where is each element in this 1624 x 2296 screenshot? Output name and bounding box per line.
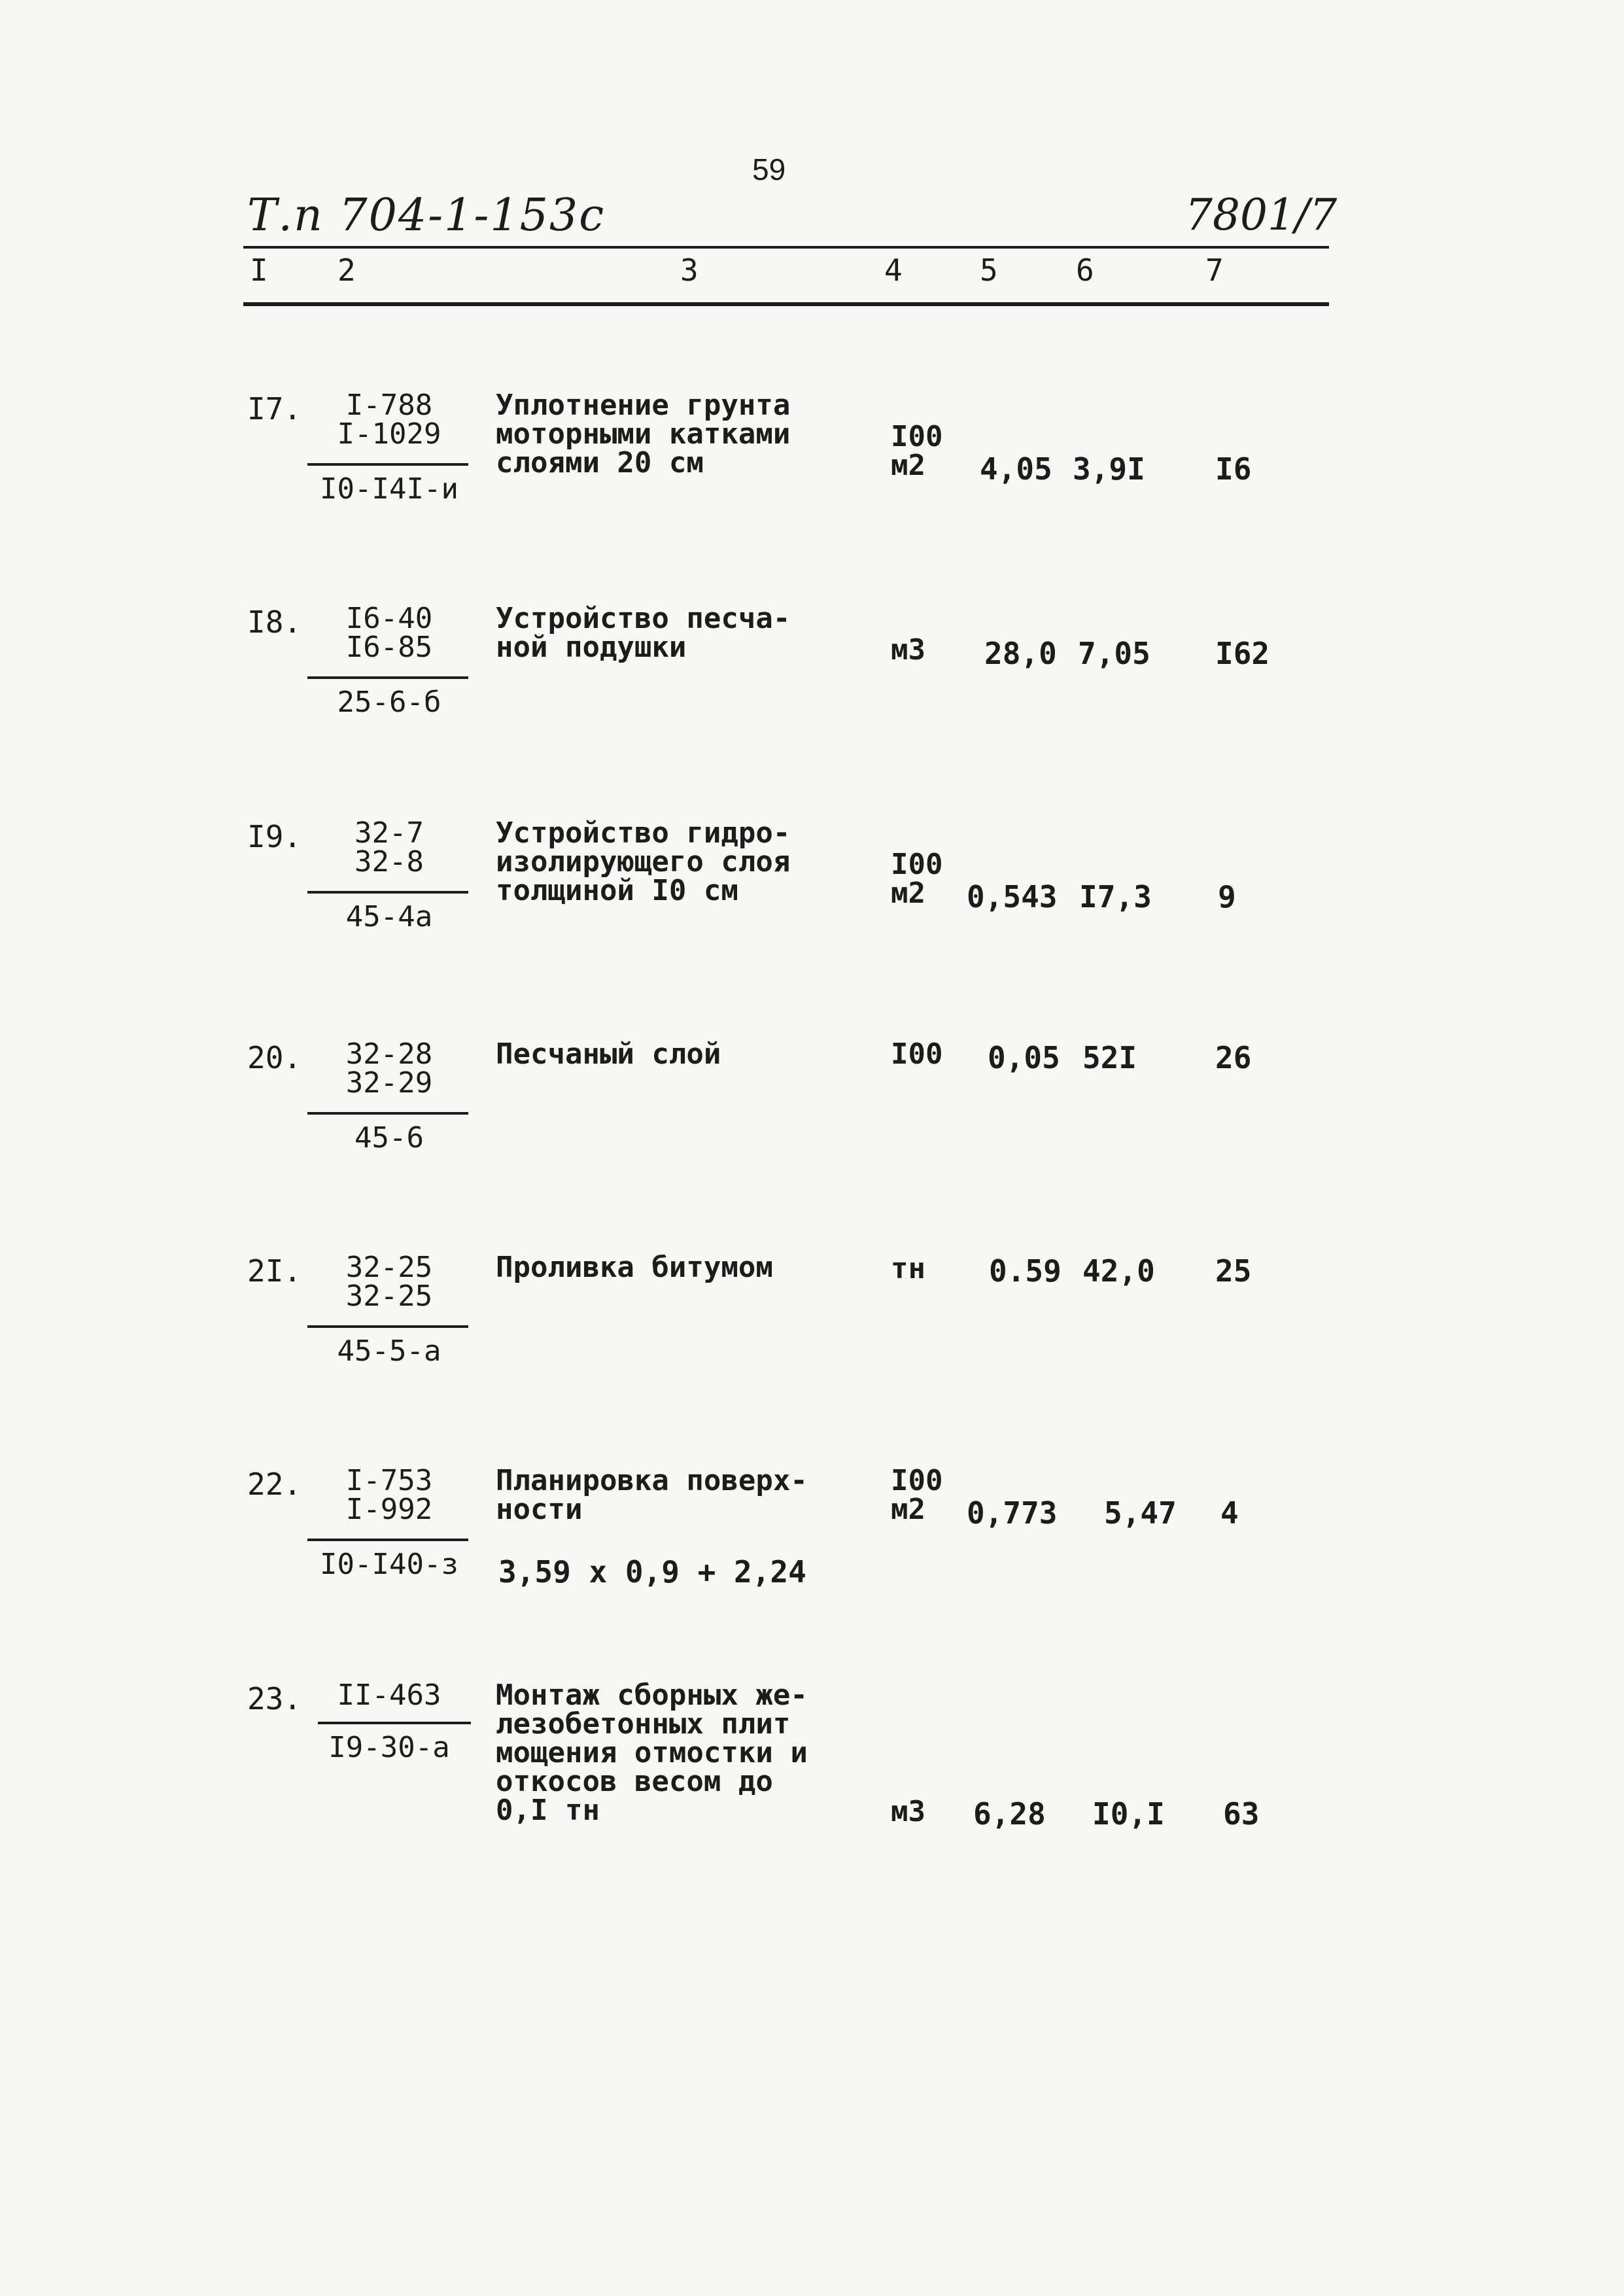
row-codes: [281, 604, 497, 717]
description-line: ной подушки: [496, 631, 687, 664]
row-unit: [891, 1037, 943, 1071]
code-divider: [318, 1722, 471, 1724]
description-line: Уплотнение грунта: [496, 389, 791, 422]
description-line: Устройство гидро-: [496, 816, 791, 850]
row-col5: 6,28: [973, 1796, 1046, 1832]
calculation-formula: 3,59 х 0,9 + 2,24: [498, 1554, 806, 1590]
code-top: 32-29: [345, 1066, 433, 1100]
row-col6: 5,47: [1104, 1495, 1177, 1531]
row-number: I8.: [247, 604, 302, 640]
description-line: Планировка поверх-: [496, 1464, 808, 1497]
description-line: ности: [496, 1493, 583, 1526]
row-description: [496, 391, 862, 478]
description-line: моторными катками: [496, 417, 791, 451]
row-unit: [891, 1252, 925, 1285]
row-col5: 0.59: [989, 1253, 1062, 1289]
code-divider: [307, 891, 468, 894]
row-unit: [891, 1464, 943, 1526]
row-description: [496, 1681, 862, 1825]
unit-line: I00: [891, 1037, 943, 1071]
page-number: 59: [752, 152, 786, 186]
row-number: 22.: [247, 1467, 302, 1502]
row-number: I9.: [247, 819, 302, 854]
document-code-left: Т.п 704-1-153с: [247, 190, 606, 241]
unit-line: м2: [891, 877, 925, 910]
code-divider: [307, 1539, 468, 1541]
column-header-2: 2: [337, 252, 356, 288]
code-bottom: I0-I4I-и: [320, 472, 458, 506]
code-bottom: 45-5-а: [337, 1334, 441, 1368]
description-line: Песчаный слой: [496, 1037, 721, 1071]
code-top: I6-85: [345, 631, 433, 664]
row-description: [496, 1464, 862, 1526]
row-number: 23.: [247, 1681, 302, 1716]
row-col7: 4: [1220, 1495, 1239, 1531]
unit-line: тн: [891, 1252, 925, 1285]
code-top: II-463: [337, 1679, 441, 1712]
unit-line: м3: [891, 1795, 925, 1828]
row-col7: I62: [1215, 636, 1270, 671]
row-number: I7.: [247, 391, 302, 426]
description-line: откосов весом до: [496, 1765, 773, 1798]
unit-line: м2: [891, 1493, 925, 1526]
code-top: 32-7: [354, 816, 424, 850]
column-header-1: I: [250, 252, 268, 288]
code-top: I-753: [345, 1464, 433, 1497]
unit-line: I00: [891, 848, 943, 881]
unit-line: I00: [891, 1464, 943, 1497]
row-col6: I7,3: [1079, 879, 1152, 914]
code-bottom: 25-6-б: [337, 686, 441, 719]
column-header-5: 5: [980, 252, 998, 288]
description-line: Монтаж сборных же-: [496, 1679, 808, 1712]
row-description: [496, 816, 862, 907]
row-col5: 28,0: [984, 636, 1057, 671]
row-description: [496, 1037, 862, 1071]
description-line: слоями 20 см: [496, 446, 704, 479]
code-bottom: I0-I40-з: [320, 1548, 458, 1581]
code-top: 32-25: [345, 1279, 433, 1313]
code-divider: [307, 1112, 468, 1115]
row-unit: [891, 420, 943, 482]
row-col7: 25: [1215, 1253, 1252, 1289]
row-codes: [281, 1464, 497, 1581]
code-bottom: 45-4а: [345, 900, 433, 933]
header-rule-top: [243, 246, 1329, 249]
description-line: 0,I тн: [496, 1794, 600, 1827]
description-line: изолирующего слоя: [496, 845, 791, 878]
row-col5: 0,773: [967, 1495, 1058, 1531]
row-codes: [281, 1253, 497, 1366]
row-col7: 26: [1215, 1040, 1252, 1075]
row-col7: I6: [1215, 451, 1252, 487]
row-col6: 3,9I: [1073, 451, 1145, 487]
column-header-7: 7: [1205, 252, 1224, 288]
unit-line: I00: [891, 420, 943, 453]
row-codes: [281, 1037, 497, 1155]
description-line: лезобетонных плит: [496, 1707, 791, 1741]
column-header-6: 6: [1076, 252, 1094, 288]
row-col6: I0,I: [1092, 1796, 1165, 1832]
row-unit: [891, 850, 942, 908]
row-codes: [281, 391, 497, 504]
row-col5: 4,05: [980, 451, 1052, 487]
description-line: мощения отмостки и: [496, 1736, 808, 1769]
code-top: I-992: [345, 1493, 433, 1526]
column-header-4: 4: [884, 252, 903, 288]
unit-line: м3: [891, 633, 925, 667]
row-unit: [891, 1795, 925, 1828]
code-top: I6-40: [345, 602, 433, 635]
document-code-right: 7801/7: [1185, 190, 1338, 240]
code-divider: [307, 676, 468, 679]
column-header-3: 3: [680, 252, 699, 288]
code-divider: [307, 463, 468, 466]
row-col6: 42,0: [1082, 1253, 1155, 1289]
row-col7: 9: [1218, 879, 1236, 914]
row-col5: 0,543: [967, 879, 1058, 914]
row-number: 2I.: [247, 1253, 302, 1289]
row-col6: 52I: [1082, 1040, 1137, 1075]
row-codes: [281, 816, 497, 933]
code-bottom: I9-30-а: [328, 1731, 450, 1764]
row-codes: [281, 1681, 497, 1762]
description-line: толщиной I0 см: [496, 874, 738, 907]
row-description: [496, 604, 862, 662]
code-top: I-1029: [337, 417, 441, 451]
code-top: 32-28: [345, 1037, 433, 1071]
row-col7: 63: [1223, 1796, 1260, 1832]
code-divider: [307, 1325, 468, 1328]
header-rule-bottom: [243, 302, 1329, 306]
row-number: 20.: [247, 1040, 302, 1075]
code-top: 32-25: [345, 1251, 433, 1284]
row-unit: [891, 633, 925, 667]
unit-line: м2: [891, 449, 925, 482]
description-line: Проливка битумом: [496, 1251, 773, 1284]
code-top: 32-8: [354, 845, 424, 878]
row-col5: 0,05: [988, 1040, 1060, 1075]
row-description: [496, 1253, 862, 1282]
row-col6: 7,05: [1078, 636, 1150, 671]
code-top: I-788: [345, 389, 433, 422]
description-line: Устройство песча-: [496, 602, 791, 635]
code-bottom: 45-6: [354, 1121, 424, 1155]
